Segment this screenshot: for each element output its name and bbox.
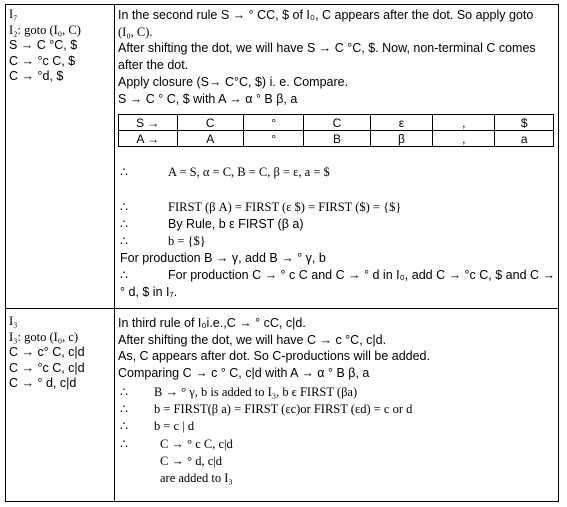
- state-cell-i3: [9, 314, 85, 392]
- table-cell: a: [495, 131, 554, 147]
- table-cell: A: [177, 131, 243, 147]
- item-line: C → °c C, $: [9, 53, 76, 68]
- equation-line: b = {$}: [168, 234, 206, 248]
- state-label: I₇: [9, 7, 18, 21]
- explanation-text: after the dot.: [118, 58, 189, 73]
- table-cell: ε: [370, 115, 432, 131]
- table-cell: S →: [119, 115, 178, 131]
- table-cell: °: [243, 115, 303, 131]
- equation-line: FIRST (β A) = FIRST (ε $) = FIRST ($) = {$}: [168, 200, 402, 214]
- equation-line: B → ° γ, b is added to I₃, b ϵ FIRST (βa): [154, 385, 358, 399]
- equation-line: A = S, α = C, B = C, β = ε, a = $: [168, 165, 330, 179]
- table-cell: ,: [433, 115, 495, 131]
- therefore-symbol: ∴: [120, 419, 128, 433]
- therefore-symbol: ∴: [120, 268, 128, 282]
- content-table: [5, 4, 559, 502]
- item-line: S → C °C, $: [9, 38, 78, 53]
- table-row-goto-i3: [6, 309, 558, 501]
- state-label: I₃: [9, 314, 18, 328]
- item-line: C → °d, $: [9, 69, 64, 84]
- therefore-symbol: ∴: [120, 217, 128, 231]
- therefore-symbol: ∴: [120, 165, 128, 179]
- table-cell: ,: [433, 131, 495, 147]
- table-cell: °: [243, 131, 303, 147]
- equation-line: By Rule, b ε FIRST (β a): [168, 217, 304, 231]
- therefore-symbol: ∴: [120, 200, 128, 214]
- explanation-cell-i2: [118, 7, 554, 305]
- explanation-text: S → C ° C, $ with A → α ° B β, a: [118, 91, 298, 106]
- explanation-text: In the second rule S → ° CC, $ of I₀, C appears after the dot. So apply goto: [118, 8, 534, 22]
- state-cell-i2: [9, 7, 81, 85]
- equation-line: C → ° d, c|d: [160, 454, 223, 468]
- therefore-symbol: ∴: [120, 385, 128, 399]
- explanation-text: After shifting the dot, we will have C → c °C, c|d.: [118, 332, 387, 347]
- table-row: [119, 115, 554, 131]
- equation-line: For production B → γ, add B → ° γ, b: [120, 251, 326, 265]
- table-cell: $: [495, 115, 554, 131]
- table-cell: B: [304, 131, 370, 147]
- equation-line: C → ° c C, c|d: [160, 437, 233, 451]
- item-line: C → c° C, c|d: [9, 345, 85, 360]
- table-row-goto-i2: [6, 5, 558, 309]
- table-cell: C: [304, 115, 370, 131]
- equation-line: b = c | d: [154, 419, 195, 433]
- item-line: C → °c C, c|d: [9, 360, 85, 375]
- explanation-text: Comparing C → c ° C, c|d with A → α ° B β, a: [118, 366, 370, 381]
- comparison-table: [118, 114, 554, 147]
- explanation-text: (I₀, C).: [118, 24, 153, 39]
- therefore-symbol: ∴: [120, 402, 128, 416]
- explanation-text: Apply closure (S→ C°C, $) i. e. Compare.: [118, 74, 349, 89]
- table-row: [119, 131, 554, 147]
- explanation-text: After shifting the dot, we will have S → C °C, $. Now, non-terminal C comes: [118, 41, 536, 56]
- therefore-symbol: ∴: [120, 234, 128, 248]
- table-cell: β: [370, 131, 432, 147]
- explanation-cell-i3: [118, 315, 554, 499]
- item-line: C → ° d, c|d: [9, 376, 77, 391]
- explanation-text: In third rule of I₀i.e.,C → ° cC, c|d.: [118, 316, 306, 330]
- therefore-symbol: ∴: [120, 437, 128, 451]
- explanation-text: As, C appears after dot. So C-productions will be added.: [118, 349, 430, 364]
- goto-heading: I₂: goto (I₀, C): [9, 22, 81, 37]
- table-cell: C: [177, 115, 243, 131]
- equation-line: b = FIRST(β a) = FIRST (εc)or FIRST (εd) = c or d: [154, 402, 413, 416]
- table-cell: A →: [119, 131, 178, 147]
- equation-line: ° d, $ in I₇.: [120, 285, 178, 299]
- goto-heading: I₃: goto (I₀, c): [9, 329, 79, 344]
- equation-line: For production C → ° c C and C → ° d in I₀, add C → °c C, $ and C →: [168, 268, 555, 282]
- equation-line: are added to I₃: [160, 471, 233, 485]
